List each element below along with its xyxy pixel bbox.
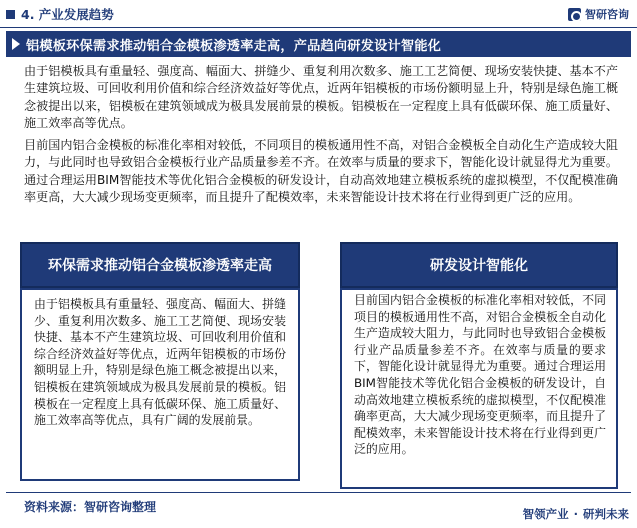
- left-card-text: 由于铝模板具有重量轻、强度高、幅面大、拼缝少、重复利用次数多、施工工艺简便、现场安装快捷、基本不产生建筑垃圾、可回收利用价值和综合经济效益好等优点，近两年铝模板的市场份额明显上升，特别是绿色施工概念被提出以来，铝模板在建筑领域成为极具发展前景的模板。铝模板在一定程度上具有低碳环保、施工质量好、施工效率高等优点，具有广阔的发展前景。: [34, 297, 286, 428]
- triangle-bullet-icon: [12, 38, 20, 50]
- right-card-heading-text: 研发设计智能化: [430, 258, 528, 274]
- left-card-body: [20, 288, 300, 481]
- section-square-icon: [6, 10, 15, 19]
- section-label-text: 4. 产业发展趋势: [21, 7, 114, 22]
- slogan-separator: ·: [573, 507, 578, 521]
- right-card-body: [340, 288, 618, 489]
- footer-slogan: [523, 506, 629, 522]
- section-label: [6, 5, 114, 23]
- intro-paragraph-2: 目前国内铝合金模板的标准化率相对较低，不同项目的模板通用性不高，对铝合金模板全自动化生产造成较大阻力，与此同时也导致铝合金模板行业产品质量参差不齐。在效率与质量的要求下，智能化设计就显得尤为重要。通过合理运用BIM智能技术等优化铝合金模板的研发设计，自动高效地建立模板系统的虚拟模型，不仅配模准确率更高，大大减少现场变更频率，而且提升了配模效率，未来智能设计技术将在行业得到更广泛的应用。: [24, 138, 618, 205]
- slogan-part-1: 智领产业: [522, 507, 569, 521]
- source-note: 资料来源：智研咨询整理: [24, 500, 157, 514]
- footer-divider: [6, 492, 631, 493]
- slogan-part-2: 研判未来: [583, 507, 629, 521]
- right-card-text: 目前国内铝合金模板的标准化率相对较低，不同项目的模板通用性不高，对铝合金模板全自动化生产造成较大阻力，与此同时也导致铝合金模板行业产品质量参差不齐。在效率与质量的要求下，智能化设计就显得尤为重要。通过合理运用BIM智能技术等优化铝合金模板的研发设计，自动高效地建立模板系统的虚拟模型，不仅配模准确率更高，大大减少现场变更频率，而且提升了配模效率，未来智能设计技术将在行业得到更广泛的应用。: [354, 293, 606, 457]
- intro-paragraph-1: 由于铝模板具有重量轻、强度高、幅面大、拼缝少、重复利用次数多、施工工艺简便、现场安装快捷、基本不产生建筑垃圾、可回收利用价值和综合经济效益好等优点，近两年铝模板的市场份额明显上升，特别是绿色施工概念被提出以来，铝模板在建筑领域成为极具发展前景的模板。铝模板在一定程度上具有低碳环保、施工质量好、施工效率高等优点。: [24, 64, 618, 131]
- brand-name: 智研咨询: [585, 8, 629, 21]
- brand-logo-icon: [568, 8, 581, 21]
- main-title-bar: [6, 31, 631, 57]
- left-card-heading: [20, 242, 300, 288]
- main-title: 铝模板环保需求推动铝合金模板渗透率走高，产品趋向研发设计智能化: [26, 38, 442, 54]
- top-header-bar: [0, 0, 637, 28]
- brand-logo: [568, 6, 629, 22]
- right-card-heading: [340, 242, 618, 288]
- left-card-heading-text: 环保需求推动铝合金模板渗透率走高: [48, 258, 272, 274]
